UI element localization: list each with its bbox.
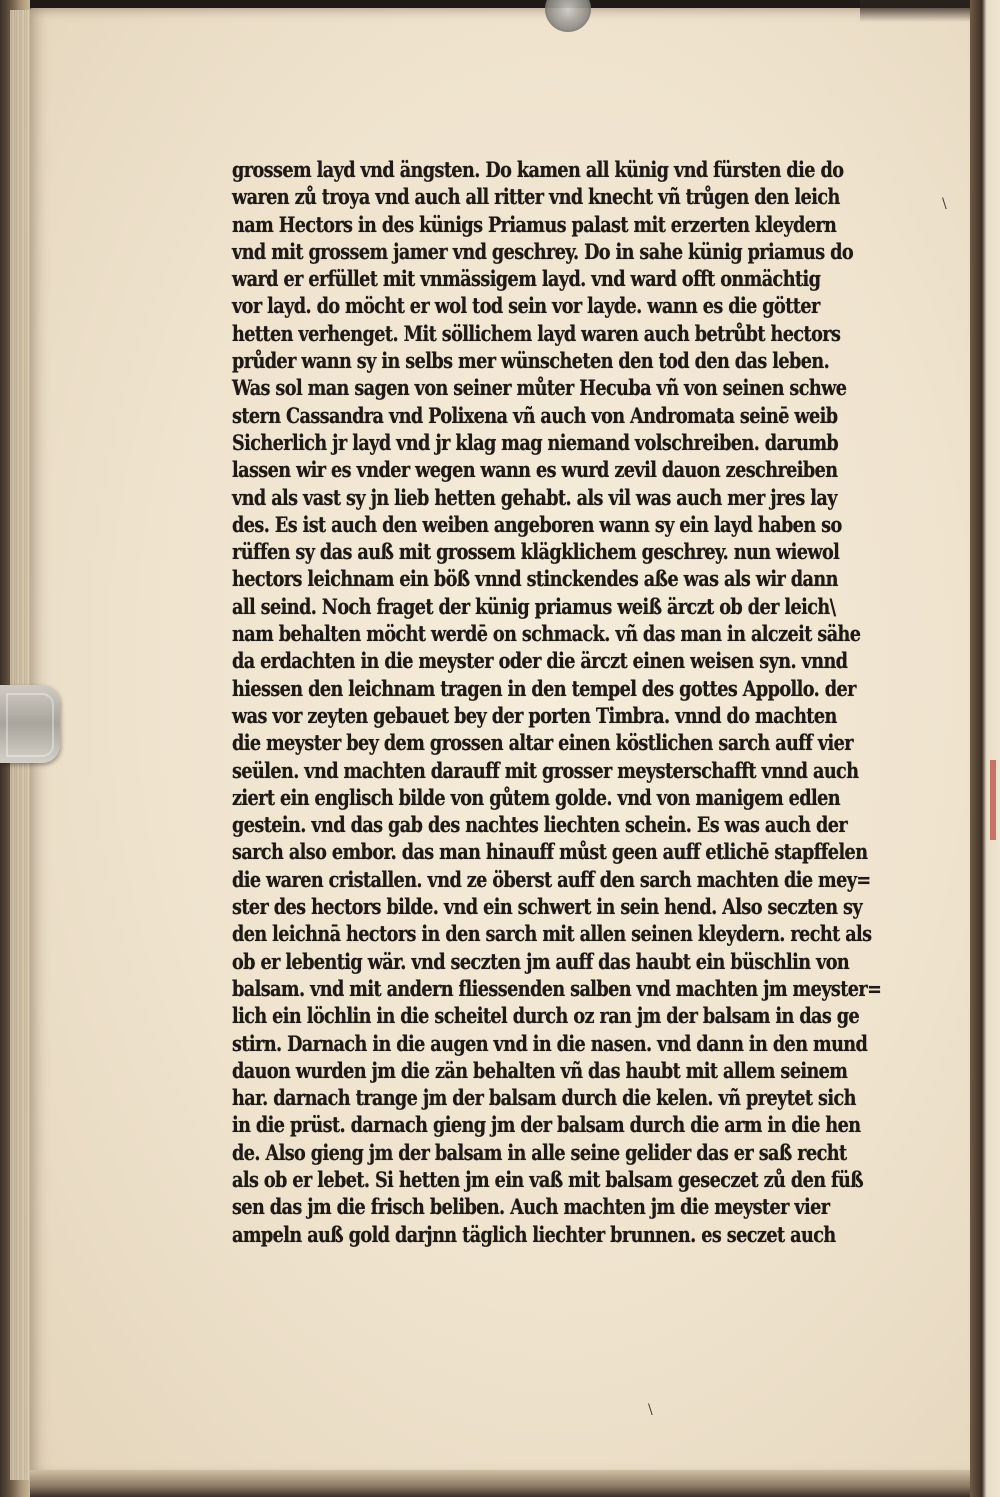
page-clip-highlight xyxy=(6,693,54,757)
text-line: dauon wurden jm die zän behalten vñ das haubt mit allem seinem xyxy=(232,1057,848,1083)
page-text-block xyxy=(232,156,932,1248)
text-line: vnd mit grossem jamer vnd geschrey. Do in sahe künig priamus do xyxy=(232,238,854,264)
text-line: Sicherlich jr layd vnd jr klag mag niemand volschreiben. darumb xyxy=(232,429,839,455)
text-line: gestein. vnd das gab des nachtes liechten schein. Es was auch der xyxy=(232,812,848,838)
margin-mark: \ xyxy=(648,1402,653,1418)
text-line: grossem layd vnd ängsten. Do kamen all künig vnd fürsten die do xyxy=(232,157,844,182)
text-line: nam behalten möcht werdē on schmack. vñ das man in alczeit sähe xyxy=(232,621,861,647)
text-line: balsam. vnd mit andern fliessenden salben vnd machten jm meyster= xyxy=(232,975,882,1001)
red-page-marker xyxy=(990,760,996,840)
text-line: all seind. Noch fraget der künig priamus weiß ärczt ob der leich\ xyxy=(232,593,836,619)
text-line: stirn. Darnach in die augen vnd in die nasen. vnd dann in den mund xyxy=(232,1030,868,1056)
text-line: ster des hectors bilde. vnd ein schwert in sein hend. Also seczten sy xyxy=(232,894,863,920)
text-line: hiessen den leichnam tragen in den tempel des gottes Appollo. der xyxy=(232,675,856,701)
text-line: Was sol man sagen von seiner můter Hecuba vñ von seinen schwe xyxy=(232,375,847,401)
text-line: ward er erfüllet mit vnmässigem layd. vnd ward offt onmächtig xyxy=(232,266,821,292)
text-line: als ob er lebet. Si hetten jm ein vaß mit balsam geseczet zů den füß xyxy=(232,1166,864,1192)
text-line: die waren cristallen. vnd ze öberst auff den sarch machten die mey= xyxy=(232,866,871,892)
right-binding-edge xyxy=(970,0,1000,1497)
text-line: sen das jm die frisch beliben. Auch machten jm die meyster vier xyxy=(232,1194,830,1220)
text-line: ampeln auß gold darjnn täglich liechter brunnen. es seczet auch xyxy=(232,1221,836,1247)
text-line: des. Es ist auch den weiben angeboren wann sy ein layd haben so xyxy=(232,511,842,537)
text-line: sarch also embor. das man hinauff můst geen auff etlichē stapffelen xyxy=(232,839,868,865)
text-line: nam Hectors in des künigs Priamus palast mit erzerten kleydern xyxy=(232,211,837,237)
text-line: die meyster bey dem grossen altar einen köstlichen sarch auff vier xyxy=(232,730,853,756)
page-clip-icon xyxy=(0,685,60,763)
text-line: de. Also gieng jm der balsam in alle seine gelider das er saß recht xyxy=(232,1139,847,1165)
text-line: ziert ein englisch bilde von gůtem golde. vnd von manigem edlen xyxy=(232,784,841,810)
text-line: har. darnach trange jm der balsam durch die kelen. vñ preytet sich xyxy=(232,1085,856,1111)
text-line: ob er lebentig wär. vnd seczten jm auff das haubt ein büschlin von xyxy=(232,948,850,974)
text-line: vnd als vast sy jn lieb hetten gehabt. als vil was auch mer jres lay xyxy=(232,484,837,510)
margin-mark: \ xyxy=(942,196,947,212)
top-shadow xyxy=(860,0,970,22)
page-bottom-edge xyxy=(30,1470,982,1497)
text-line: in die prüst. darnach gieng jm der balsam durch die arm in die hen xyxy=(232,1112,861,1138)
text-line: hectors leichnam ein böß vnnd stinckendes aße was als wir dann xyxy=(232,566,838,592)
text-line: vor layd. do möcht er wol tod sein vor layde. wann es die götter xyxy=(232,293,820,319)
text-line: lich ein löchlin in die scheitel durch oz ran jm der balsam in das ge xyxy=(232,1003,860,1029)
text-line: lassen wir es vnder wegen wann es wurd zevil dauon zeschreiben xyxy=(232,457,838,483)
text-line: rüffen sy das auß mit grossem klägklichem geschrey. nun wiewol xyxy=(232,539,840,565)
text-line: průder wann sy in selbs mer wünscheten den tod den das leben. xyxy=(232,348,830,374)
text-line: seülen. vnd machten darauff mit grosser meysterschafft vnnd auch xyxy=(232,757,859,783)
text-line: stern Cassandra vnd Polixena vñ auch von Andromata seinē weib xyxy=(232,402,838,428)
text-line: den leichnā hectors in den sarch mit allen seinen kleydern. recht als xyxy=(232,921,872,947)
text-line: was vor zeyten gebauet bey der porten Timbra. vnnd do machten xyxy=(232,702,837,728)
text-line: da erdachten in die meyster oder die ärczt einen weisen syn. vnnd xyxy=(232,648,848,674)
text-line: hetten verhenget. Mit söllichem layd waren auch betrůbt hectors xyxy=(232,320,841,346)
text-line: waren zů troya vnd auch all ritter vnd knecht vñ trůgen den leich xyxy=(232,184,840,210)
